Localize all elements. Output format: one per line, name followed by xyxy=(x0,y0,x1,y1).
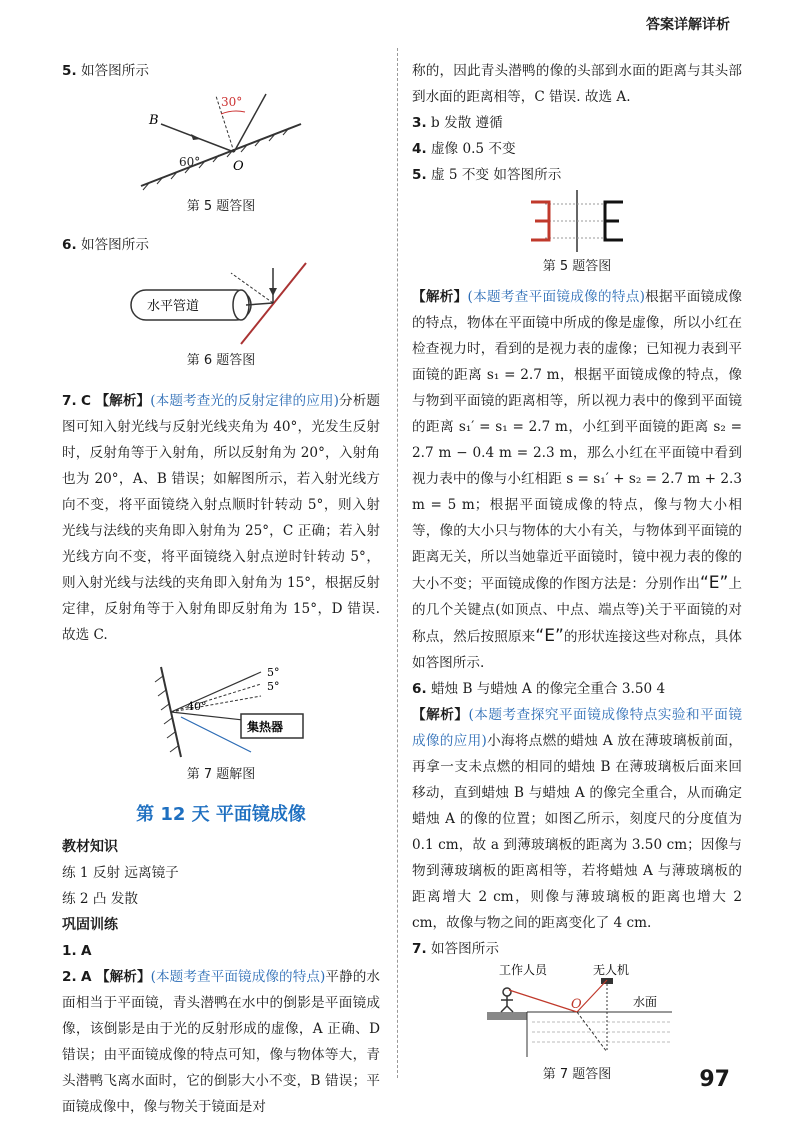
q5-label-b: B xyxy=(149,113,159,128)
q5-label-30: 30° xyxy=(221,95,243,109)
a7-caption: 第 7 题答图 xyxy=(542,1067,612,1082)
q5-figure xyxy=(121,84,321,194)
q7-figure xyxy=(121,662,321,762)
a5-figure xyxy=(517,188,637,254)
q5-label-o: O xyxy=(233,159,244,174)
q6-caption: 第 6 题答图 xyxy=(186,353,256,368)
worker-label: 工作人员 xyxy=(499,963,548,977)
q7-label-5a: 5° xyxy=(267,665,280,679)
answer-7: 7. 如答图所示 xyxy=(412,941,499,957)
section-textbook: 教材知识 xyxy=(62,838,118,855)
q7-caption: 第 7 题解图 xyxy=(186,766,256,782)
page-header: 答案详解详析 xyxy=(646,17,730,33)
collector-label: 集热器 xyxy=(247,719,284,734)
drone-label: 无人机 xyxy=(593,963,630,977)
left-column xyxy=(62,58,380,1120)
column-divider xyxy=(397,48,399,1078)
exercise-1: 练 1 反射 远离镜子 xyxy=(62,864,179,881)
a7-label-o: O xyxy=(571,997,582,1012)
day-title: 第 12 天 平面镜成像 xyxy=(136,803,306,825)
q7-answer: 7. C 【解析】(本题考查光的反射定律的应用)分析题图可知入射光线与反射光线夹角为 40°，光发生反射时，反射角等于入射角，所以反射角为 20°，入射角也为 20°，A、B 错误；如解图所示，若入射光线方向不变，将平面镜绕入射点顺时针转动 5°，则入射光线与法线的夹角即入射角为 25°，C 正确；若入射光线方向不变，将平面镜绕入射点逆时针转动 5°，则入射光线与法线的夹角即入射角为 15°，根据反射定律，反射角等于入射角即反射角为 15°，D 错误. 故选 C. xyxy=(62,393,381,643)
a5-caption: 第 5 题答图 xyxy=(542,259,612,274)
q6-line: 6. 如答图所示 xyxy=(62,237,149,253)
water-label: 水面 xyxy=(633,995,658,1009)
right-column xyxy=(412,58,742,1088)
answer-2: 2. A 【解析】(本题考查平面镜成像的特点)平静的水面相当于平面镜，青头潜鸭在水中的倒影是平面镜成像，该倒影是由于光的反射形成的虚像，A 正确、D 错误；由平面镜成像的特点可知，像与物体等大，青头潜鸭飞离水面时，它的倒影大小不变，B 错误；平面镜成像中，像与物关于镜面是对 xyxy=(62,968,381,1115)
exercise-2: 练 2 凸 发散 xyxy=(62,890,138,907)
q5-caption: 第 5 题答图 xyxy=(186,199,256,214)
q6-figure xyxy=(111,258,331,348)
answer-2-continued: 称的，因此青头潜鸭的像的头部到水面的距离与其头部到水面的距离相等，C 错误. 故选 A. xyxy=(412,63,742,105)
section-practice: 巩固训练 xyxy=(62,916,118,933)
answer-6: 6. 蜡烛 B 与蜡烛 A 的像完全重合 3.50 4 xyxy=(412,681,666,697)
q7-label-40: 40° xyxy=(187,699,207,713)
q5-label-60: 60° xyxy=(179,155,201,169)
pipe-label: 水平管道 xyxy=(147,299,200,314)
q7-label-5b: 5° xyxy=(267,679,280,693)
answer-3: 3. b 发散 遵循 xyxy=(412,115,503,131)
a6-analysis: 【解析】(本题考查探究平面镜成像特点实验和平面镜成像的应用)小海将点燃的蜡烛 A 放在薄玻璃板前面，再拿一支未点燃的相同的蜡烛 B 在薄玻璃板后面来回移动，直到蜡烛 B 与蜡烛 A 的像完全重合，从而确定蜡烛 A 的像的位置；如图乙所示，刻度尺的分度值为 0.1 cm，故 a 到薄玻璃板的距离为 3.50 cm；因像与物到薄玻璃板的距离相等，若将蜡烛 A 与薄玻璃板的距离增大 2 cm，则像与薄玻璃板的距离也增大 2 cm，故像与物之间的距离变化了 4 cm. xyxy=(412,707,742,931)
answer-4: 4. 虚像 0.5 不变 xyxy=(412,141,516,157)
answer-5: 5. 虚 5 不变 如答图所示 xyxy=(412,167,562,183)
a7-figure xyxy=(477,962,677,1062)
a5-analysis: 【解析】(本题考查平面镜成像的特点)根据平面镜成像的特点，物体在平面镜中所成的像是虚像，所以小红在检查视力时，看到的是视力表的虚像；已知视力表到平面镜的距离 s₁ = 2.7 m，根据平面镜成像的特点，像与物到平面镜的距离相等，所以视力表中的像到平面镜的距离 s₁′ = s₁ = 2.7 m，小红到平面镜的距离 s₂ = 2.7 m − 0.4 m = 2.3 m，那么小红在平面镜中看到视力表中的像与小红相距 s = s₁′ + s₂ = 2.7 m + 2.3 m = 5 m；根据平面镜成像的特点，像与物大小相等，像的大小只与物体的大小有关，与物体到平面镜的距离无关，所以当她靠近平面镜时，镜中视力表的像的大小不变；平面镜成像的作图方法是：分别作出“E”上的几个关键点(如顶点、中点、端点等)关于平面镜的对称点，然后按照原来“E”的形状连接这些对称点，具体如答图所示. xyxy=(412,289,743,671)
page-number: 97 xyxy=(699,1067,730,1092)
answer-1: 1. A xyxy=(62,942,92,959)
q5-line: 5. 如答图所示 xyxy=(62,63,149,79)
